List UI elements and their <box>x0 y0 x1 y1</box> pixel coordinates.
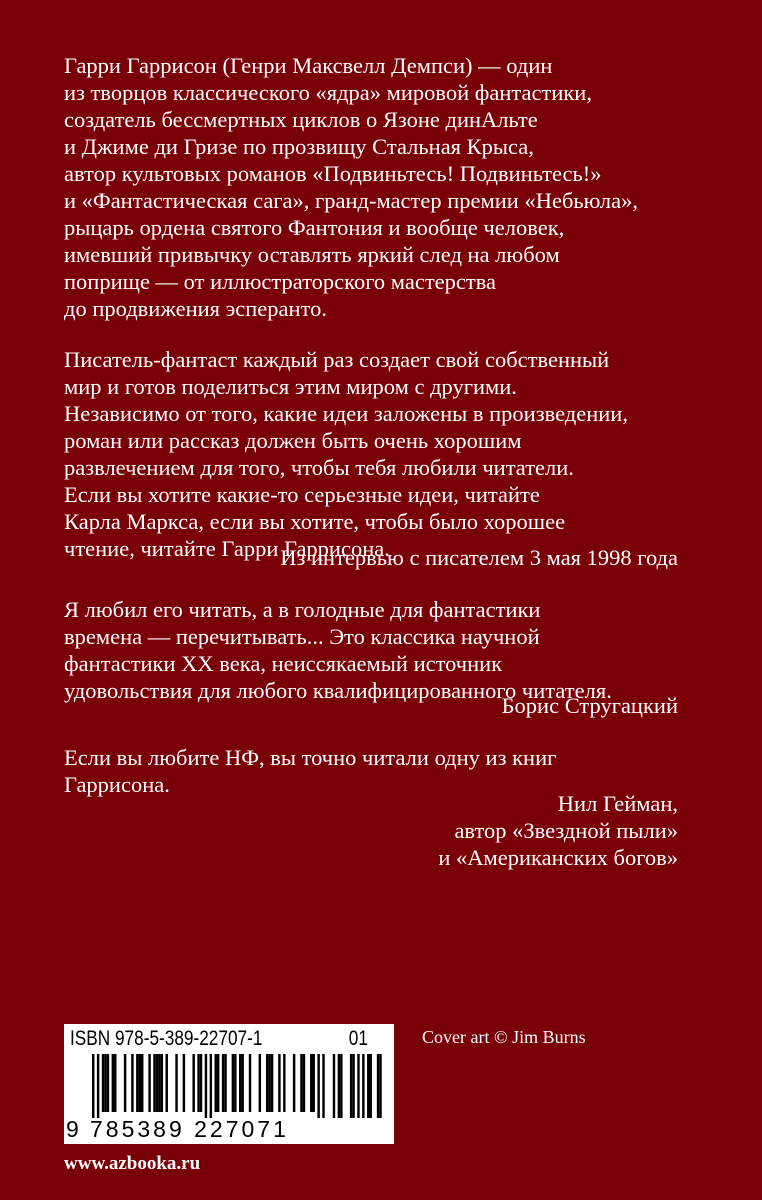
isbn-barcode <box>64 1024 394 1144</box>
bio-line: имевший привычку оставлять яркий след на любом <box>64 242 560 267</box>
barcode-bar <box>112 1054 114 1112</box>
bio-line: Гарри Гаррисон (Генри Максвелл Демпси) — один <box>64 53 553 78</box>
barcode-bar <box>200 1054 202 1112</box>
attribution-line: Борис Стругацкий <box>501 693 678 718</box>
author-interview-quote <box>64 346 694 562</box>
barcode-addon-bar <box>370 1054 372 1118</box>
strugatsky-quote <box>64 596 694 704</box>
barcode-bar <box>192 1054 194 1112</box>
quote-line: фантастики XX века, неиссякаемый источник <box>64 651 503 676</box>
barcode-bar <box>278 1054 280 1112</box>
barcode-bar <box>317 1054 319 1118</box>
bio-line: до продвижения эсперанто. <box>64 296 327 321</box>
barcode-bars <box>70 1054 388 1118</box>
gaiman-attribution <box>64 790 678 871</box>
barcode-bar <box>303 1054 305 1112</box>
quote-line: развлечением для того, чтобы тебя любили читатели. <box>64 455 574 480</box>
barcode-bar <box>300 1054 302 1112</box>
barcode-bar <box>217 1054 219 1112</box>
bio-line: и «Фантастическая сага», гранд-мастер премии «Небьюла», <box>64 188 638 213</box>
bio-line: автор культовых романов «Подвиньтесь! Подвиньтесь!» <box>64 161 602 186</box>
barcode-bar <box>107 1054 109 1112</box>
barcode-bar <box>232 1054 234 1112</box>
interview-attribution <box>64 544 678 571</box>
barcode-bar <box>210 1054 212 1118</box>
strugatsky-attribution <box>64 692 678 719</box>
barcode-bar <box>259 1054 261 1112</box>
quote-line: чтение, читайте Гарри Гаррисона. <box>64 536 390 561</box>
quote-line: Писатель-фантаст каждый раз создает свой собственный <box>64 347 610 372</box>
barcode-addon-bar <box>379 1054 381 1118</box>
quote-line: Если вы хотите какие-то серьезные идеи, читайте <box>64 482 540 507</box>
barcode-bar <box>283 1054 285 1112</box>
barcode-bar <box>156 1054 158 1112</box>
bio-line: из творцов классического «ядра» мировой фантастики, <box>64 80 592 105</box>
attribution-line: Нил Гейман, <box>557 791 678 816</box>
barcode-bar <box>97 1054 99 1118</box>
barcode-digits: 785389 227071 <box>90 1116 289 1142</box>
barcode-addon-bar <box>352 1054 354 1118</box>
barcode-lead-digit: 9 <box>66 1116 82 1142</box>
cover-art-credit: Cover art © Jim Burns <box>422 1027 586 1047</box>
barcode-bar <box>239 1054 241 1112</box>
barcode-addon-bar <box>357 1054 359 1118</box>
barcode-bar <box>205 1054 207 1118</box>
quote-line: мир и готов поделиться этим миром с другими. <box>64 374 517 399</box>
quote-line: Я любил его читать, а в голодные для фантастики <box>64 597 541 622</box>
barcode-bar <box>114 1054 116 1112</box>
quote-line: Независимо от того, какие идеи заложены в произведении, <box>64 401 628 426</box>
bio-line: создатель бессмертных циклов о Язоне динАльте <box>64 107 538 132</box>
barcode-bar <box>148 1054 150 1112</box>
barcode-addon-bar <box>377 1054 379 1118</box>
publisher-website: www.azbooka.ru <box>64 1153 201 1174</box>
isbn-label-row <box>70 1026 368 1052</box>
barcode-addon-bar <box>350 1054 352 1118</box>
barcode-bar <box>310 1054 312 1112</box>
barcode-addon-bar <box>362 1054 364 1118</box>
barcode-addon-bar <box>340 1054 342 1118</box>
barcode-bar <box>102 1054 104 1112</box>
barcode-bar <box>241 1054 243 1112</box>
barcode-bar <box>158 1054 160 1112</box>
quote-line: времена — перечитывать... Это классика научной <box>64 624 540 649</box>
barcode-bar <box>175 1054 177 1112</box>
isbn-addon: 01 <box>348 1027 368 1050</box>
barcode-bar <box>215 1054 217 1112</box>
bio-line: и Джиме ди Гризе по прозвищу Стальная Крыса, <box>64 134 534 159</box>
barcode-bar <box>139 1054 141 1112</box>
barcode-bar <box>313 1054 315 1112</box>
quote-line: Если вы любите НФ, вы точно читали одну из книг <box>64 745 557 770</box>
barcode-bar <box>266 1054 268 1112</box>
author-bio <box>64 52 694 322</box>
attribution-line: и «Американских богов» <box>438 845 678 870</box>
barcode-bar <box>234 1054 236 1112</box>
barcode-bar <box>224 1054 226 1112</box>
isbn-label: ISBN 978-5-389-22707-1 <box>70 1027 263 1050</box>
bio-line: рыцарь ордена святого Фантония и вообще человек, <box>64 215 565 240</box>
barcode-bar <box>271 1054 273 1112</box>
quote-line: удовольствия для любого квалифицированного читателя. <box>64 678 612 703</box>
barcode-bar <box>141 1054 143 1112</box>
barcode-bar <box>153 1054 155 1112</box>
barcode-bar <box>197 1054 199 1112</box>
barcode-bar <box>92 1054 94 1118</box>
barcode-bar <box>249 1054 251 1112</box>
barcode-bar <box>161 1054 163 1112</box>
bio-line: поприще — от иллюстраторского мастерства <box>64 269 497 294</box>
barcode-bar <box>268 1054 270 1112</box>
attribution-line: автор «Звездной пыли» <box>454 818 678 843</box>
barcode-bar <box>104 1054 106 1112</box>
quote-line: Карла Маркса, если вы хотите, чтобы было хорошее <box>64 509 566 534</box>
barcode-bar <box>166 1054 168 1112</box>
barcode-addon-bar <box>333 1054 335 1118</box>
barcode-bar <box>183 1054 185 1112</box>
barcode-bar <box>322 1054 324 1118</box>
barcode-bar <box>293 1054 295 1112</box>
quote-line: Гаррисона. <box>64 772 170 797</box>
barcode-bar <box>136 1054 138 1112</box>
attribution-line: Из интервью с писателем 3 мая 1998 года <box>280 545 678 570</box>
barcode-bar <box>222 1054 224 1112</box>
barcode-bar <box>124 1054 126 1112</box>
barcode-addon-bar <box>338 1054 340 1118</box>
barcode-digits-row <box>64 1116 394 1142</box>
barcode-bar <box>131 1054 133 1112</box>
quote-line: роман или рассказ должен быть очень хорошим <box>64 428 522 453</box>
barcode-addon-bar <box>367 1054 369 1118</box>
